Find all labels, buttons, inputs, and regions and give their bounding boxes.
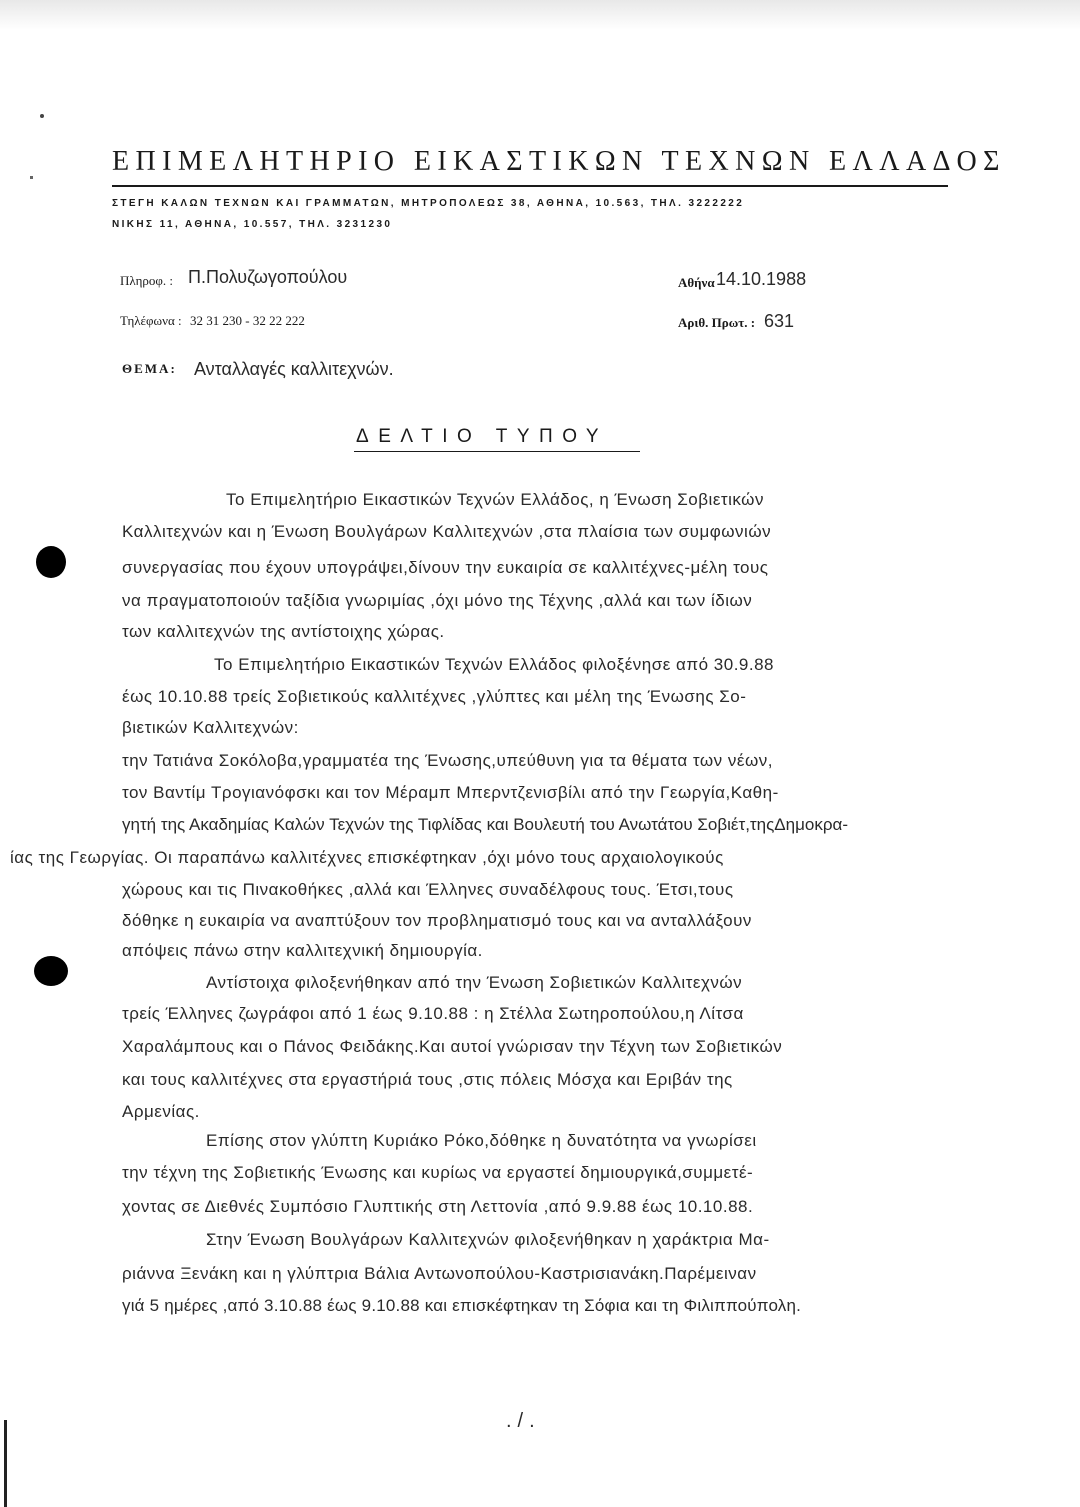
punch-hole-mark	[34, 956, 68, 986]
body-line: Το Επιμελητήριο Εικαστικών Τεχνών Ελλάδος, η Ένωση Σοβιετικών	[226, 490, 764, 509]
protocol-label: Αριθ. Πρωτ. :	[678, 315, 756, 330]
date-value: 14.10.1988	[716, 269, 807, 289]
date-label: Αθήνα	[678, 275, 715, 290]
body-line: συνεργασίας που έχουν υπογράψει,δίνουν την ευκαιρία σε καλλιτέχνες-μέλη τους	[122, 558, 769, 577]
body-line: Καλλιτεχνών και η Ένωση Βουλγάρων Καλλιτεχνών ,στα πλαίσια των συμφωνιών	[122, 522, 772, 541]
body-line: την τέχνη της Σοβιετικής Ένωσης και κυρίως να εργαστεί δημιουργικά,συμμετέ-	[122, 1163, 754, 1182]
phones-value: 32 31 230 - 32 22 222	[190, 313, 305, 328]
body-line: χοντας σε Διεθνές Συμπόσιο Γλυπτικής στη Λεττονία ,από 9.9.88 έως 10.10.88.	[122, 1197, 754, 1216]
info-value: Π.Πολυζωγοπούλου	[188, 267, 348, 287]
body-line: την Τατιάνα Σοκόλοβα,γραμματέα της Ένωσης,υπεύθυνη για τα θέματα των νέων,	[122, 751, 773, 770]
body-line: δόθηκε η ευκαιρία να αναπτύξουν τον προβληματισμό τους και να ανταλλάξουν	[122, 911, 752, 930]
phones-label: Τηλέφωνα :	[120, 313, 182, 328]
scan-speck	[30, 176, 33, 179]
info-label: Πληροφ. :	[120, 273, 173, 288]
body-line: Επίσης στον γλύπτη Κυριάκο Ρόκο,δόθηκε η δυνατότητα να γνωρίσει	[206, 1131, 757, 1150]
body-line: ίας της Γεωργίας. Οι παραπάνω καλλιτέχνες επισκέφτηκαν ,όχι μόνο τους αρχαιολογικούς	[10, 848, 724, 867]
scan-edge-bar	[4, 1420, 7, 1507]
body-line: Αντίστοιχα φιλοξενήθηκαν από την Ένωση Σοβιετικών Καλλιτεχνών	[206, 973, 743, 992]
continuation-mark: ./.	[506, 1410, 541, 1432]
body-line: Στην Ένωση Βουλγάρων Καλλιτεχνών φιλοξενήθηκαν η χαράκτρια Μα-	[206, 1230, 770, 1249]
subject-label: ΘΕΜΑ:	[122, 361, 177, 376]
body-line: και τους καλλιτέχνες στα εργαστήριά τους ,στις πόλεις Μόσχα και Εριβάν της	[122, 1070, 733, 1089]
body-line: τρείς Έλληνες ζωγράφοι από 1 έως 9.10.88 : η Στέλλα Σωτηροπούλου,η Λίτσα	[122, 1004, 744, 1023]
body-line: βιετικών Καλλιτεχνών:	[122, 718, 299, 737]
body-line: έως 10.10.88 τρείς Σοβιετικούς καλλιτέχνες ,γλύπτες και μέλη της Ένωσης Σο-	[122, 687, 747, 706]
scan-edge-shadow	[0, 0, 1080, 30]
body-line: απόψεις πάνω στην καλλιτεχνική δημιουργία.	[122, 941, 483, 960]
body-line: των καλλιτεχνών της αντίστοιχης χώρας.	[122, 622, 445, 641]
punch-hole-mark	[36, 546, 66, 578]
body-line: να πραγματοποιούν ταξίδια γνωριμίας ,όχι μόνο της Τέχνης ,αλλά και των ίδιων	[122, 591, 753, 610]
scan-speck	[40, 114, 44, 118]
body-line: ριάννα Ξενάκη και η γλύπτρια Βάλια Αντωνοπούλου-Καστρισιανάκη.Παρέμειναν	[122, 1264, 757, 1283]
press-release-heading: ΔΕΛΤΙΟ ΤΥΠΟΥ	[356, 426, 609, 447]
address-line-2: ΝΙΚΗΣ 11, ΑΘΗΝΑ, 10.557, ΤΗΛ. 3231230	[112, 219, 393, 230]
letterhead-rule	[112, 185, 948, 187]
body-line: γητή της Ακαδημίας Καλών Τεχνών της Τιφλίδας και Βουλευτή του Ανωτάτου Σοβιέτ,τηςΔημοκρα-	[122, 815, 849, 834]
body-line: Αρμενίας.	[122, 1102, 200, 1121]
address-line-1: ΣΤΕΓΗ ΚΑΛΩΝ ΤΕΧΝΩΝ ΚΑΙ ΓΡΑΜΜΑΤΩΝ, ΜΗΤΡΟΠΟΛΕΩΣ 38, ΑΘΗΝΑ, 10.563, ΤΗΛ. 3222222	[112, 198, 745, 209]
body-line: Χαραλάμπους και ο Πάνος Φειδάκης.Και αυτοί γνώρισαν την Τέχνη των Σοβιετικών	[122, 1037, 783, 1056]
body-line: χώρους και τις Πινακοθήκες ,αλλά και Έλληνες συναδέλφους τους. Έτσι,τους	[122, 880, 734, 899]
protocol-value: 631	[764, 311, 795, 331]
body-line: Το Επιμελητήριο Εικαστικών Τεχνών Ελλάδος φιλοξένησε από 30.9.88	[214, 655, 775, 674]
heading-underline	[354, 451, 640, 452]
body-line: γιά 5 ημέρες ,από 3.10.88 έως 9.10.88 και επισκέφτηκαν τη Σόφια και τη Φιλιππούπολη.	[122, 1296, 802, 1315]
body-line: τον Βαντίμ Τρογιανόφσκι και τον Μέραμπ Μπερντζενισβίλι από την Γεωργία,Καθη-	[122, 783, 779, 802]
subject-value: Ανταλλαγές καλλιτεχνών.	[194, 359, 394, 379]
organization-title: ΕΠΙΜΕΛΗΤΗΡΙΟ ΕΙΚΑΣΤΙΚΩΝ ΤΕΧΝΩΝ ΕΛΛΑΔΟΣ	[112, 146, 1006, 177]
